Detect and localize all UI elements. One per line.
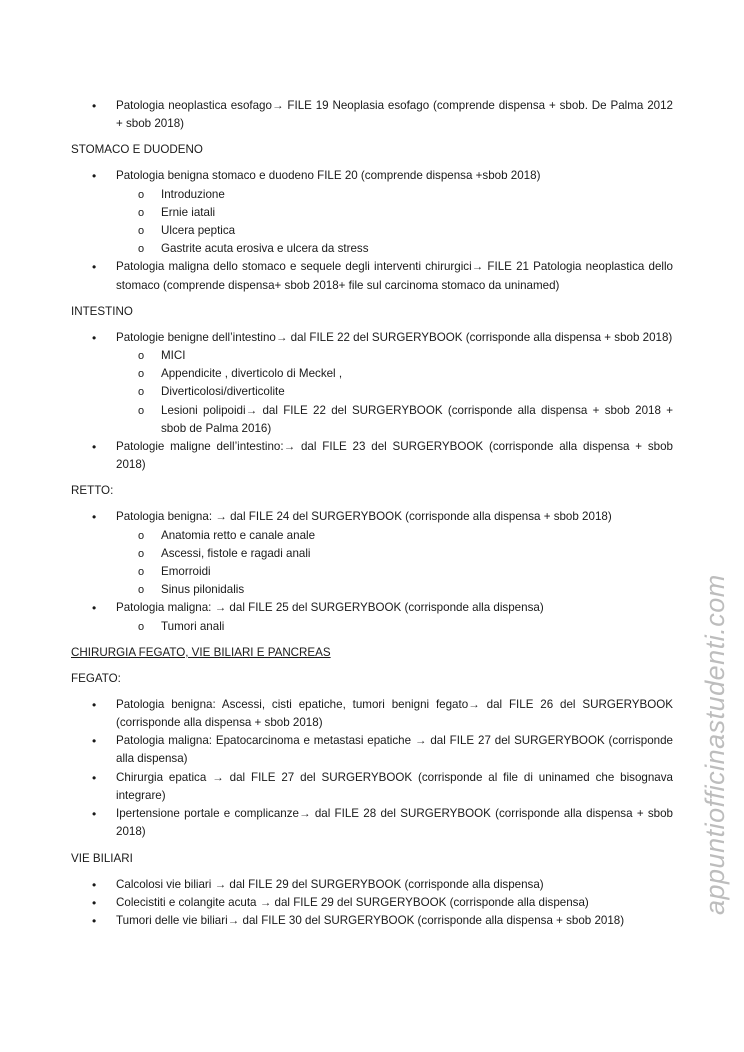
sub-list-item: o Diverticolosi/diverticolite [116, 383, 673, 401]
list-item [71, 876, 673, 894]
sub-list [116, 186, 673, 259]
section-list [71, 876, 673, 931]
sub-list-item: o Ulcera peptica [116, 222, 673, 240]
list-item [71, 769, 673, 805]
section-list [71, 329, 673, 475]
document-body [71, 89, 673, 938]
section-heading: VIE BILIARI [71, 851, 133, 865]
list-item: • Patologia neoplastica esofago→ FILE 19 Neoplasia esofago (comprende dispensa + sbob. De Palma 2012 + sbob 2018) [71, 97, 673, 133]
sub-list-item: o MICI [116, 347, 673, 365]
list-item-text: Colecistiti e colangite acuta → dal FILE 29 del SURGERYBOOK (corrisponde alla dispensa) [116, 895, 589, 909]
list-item-text: Patologia maligna: → dal FILE 25 del SURGERYBOOK (corrisponde alla dispensa) [116, 601, 544, 615]
list-item [71, 805, 673, 841]
sub-list [116, 347, 673, 438]
section-heading: INTESTINO [71, 304, 133, 318]
sub-list-item: o Lesioni polipoidi→ dal FILE 22 del SURGERYBOOK (corrisponde alla dispensa + sbob 2018 + sbob de Palma 2016) [116, 402, 673, 438]
list-item-text: Patologia maligna dello stomaco e sequele degli interventi chirurgici→ FILE 21 Patologia neoplastica dello stomaco (comprende dispensa+ sbob 2018+ file sul carcinoma stomaco da uninamed) [116, 260, 673, 292]
sub-list [116, 618, 673, 636]
list-item [71, 894, 673, 912]
sub-list-item: o Introduzione [116, 186, 673, 204]
list-item [71, 167, 673, 258]
section-heading: RETTO: [71, 484, 114, 498]
sub-list-item: o Emorroidi [116, 563, 673, 581]
list-item [71, 258, 673, 294]
list-item-text: Patologia benigna stomaco e duodeno FILE 20 (comprende dispensa +sbob 2018) [116, 169, 541, 183]
sections-container [71, 141, 673, 930]
sub-list-item: o Ascessi, fistole e ragadi anali [116, 545, 673, 563]
list-item [71, 508, 673, 599]
list-item [71, 438, 673, 474]
intro-list [71, 97, 673, 133]
list-item-text: Patologia benigna: → dal FILE 24 del SURGERYBOOK (corrisponde alla dispensa + sbob 2018) [116, 510, 612, 524]
sub-list [116, 527, 673, 600]
list-item-text: Ipertensione portale e complicanze→ dal FILE 28 del SURGERYBOOK (corrisponde alla dispensa + sbob 2018) [116, 807, 673, 839]
sub-list-item: o Appendicite , diverticolo di Meckel , [116, 365, 673, 383]
section-list [71, 696, 673, 842]
list-item-text: Patologie maligne dell’intestino:→ dal FILE 23 del SURGERYBOOK (corrisponde alla dispensa + sbob 2018) [116, 440, 673, 472]
list-item-text: Patologie benigne dell’intestino→ dal FILE 22 del SURGERYBOOK (corrisponde alla dispensa + sbob 2018) [116, 330, 673, 344]
list-item-text: Tumori delle vie biliari→ dal FILE 30 del SURGERYBOOK (corrisponde alla dispensa + sbob 2018) [116, 913, 625, 927]
list-item-text: Patologia maligna: Epatocarcinoma e metastasi epatiche → dal FILE 27 del SURGERYBOOK (corrisponde alla dispensa) [116, 734, 673, 766]
section-spacer [71, 662, 673, 670]
list-item [71, 732, 673, 768]
sub-list-item: o Sinus pilonidalis [116, 581, 673, 599]
list-item [71, 599, 673, 635]
section-list [71, 508, 673, 635]
list-item-text: Patologia benigna: Ascessi, cisti epatiche, tumori benigni fegato→ dal FILE 26 del SURGERYBOOK (corrisponde alla dispensa + sbob 2018) [116, 697, 673, 730]
section-list [71, 167, 673, 294]
list-item [71, 329, 673, 438]
sub-list-item: o Ernie iatali [116, 204, 673, 222]
list-item-text: Chirurgia epatica → dal FILE 27 del SURGERYBOOK (corrisponde al file di uninamed che bisognava integrare) [116, 770, 673, 802]
list-item [71, 696, 673, 732]
list-item [71, 912, 673, 930]
sub-list-item: o Gastrite acuta erosiva e ulcera da stress [116, 240, 673, 258]
sub-list-item: o Anatomia retto e canale anale [116, 527, 673, 545]
section-heading: STOMACO E DUODENO [71, 143, 203, 157]
section-heading: CHIRURGIA FEGATO, VIE BILIARI E PANCREAS [71, 645, 331, 659]
watermark: appuntiofficinastudenti.com [700, 574, 730, 915]
list-item-text: Calcolosi vie biliari → dal FILE 29 del SURGERYBOOK (corrisponde alla dispensa) [116, 877, 544, 891]
section-heading: FEGATO: [71, 671, 121, 685]
sub-list-item: o Tumori anali [116, 618, 673, 636]
